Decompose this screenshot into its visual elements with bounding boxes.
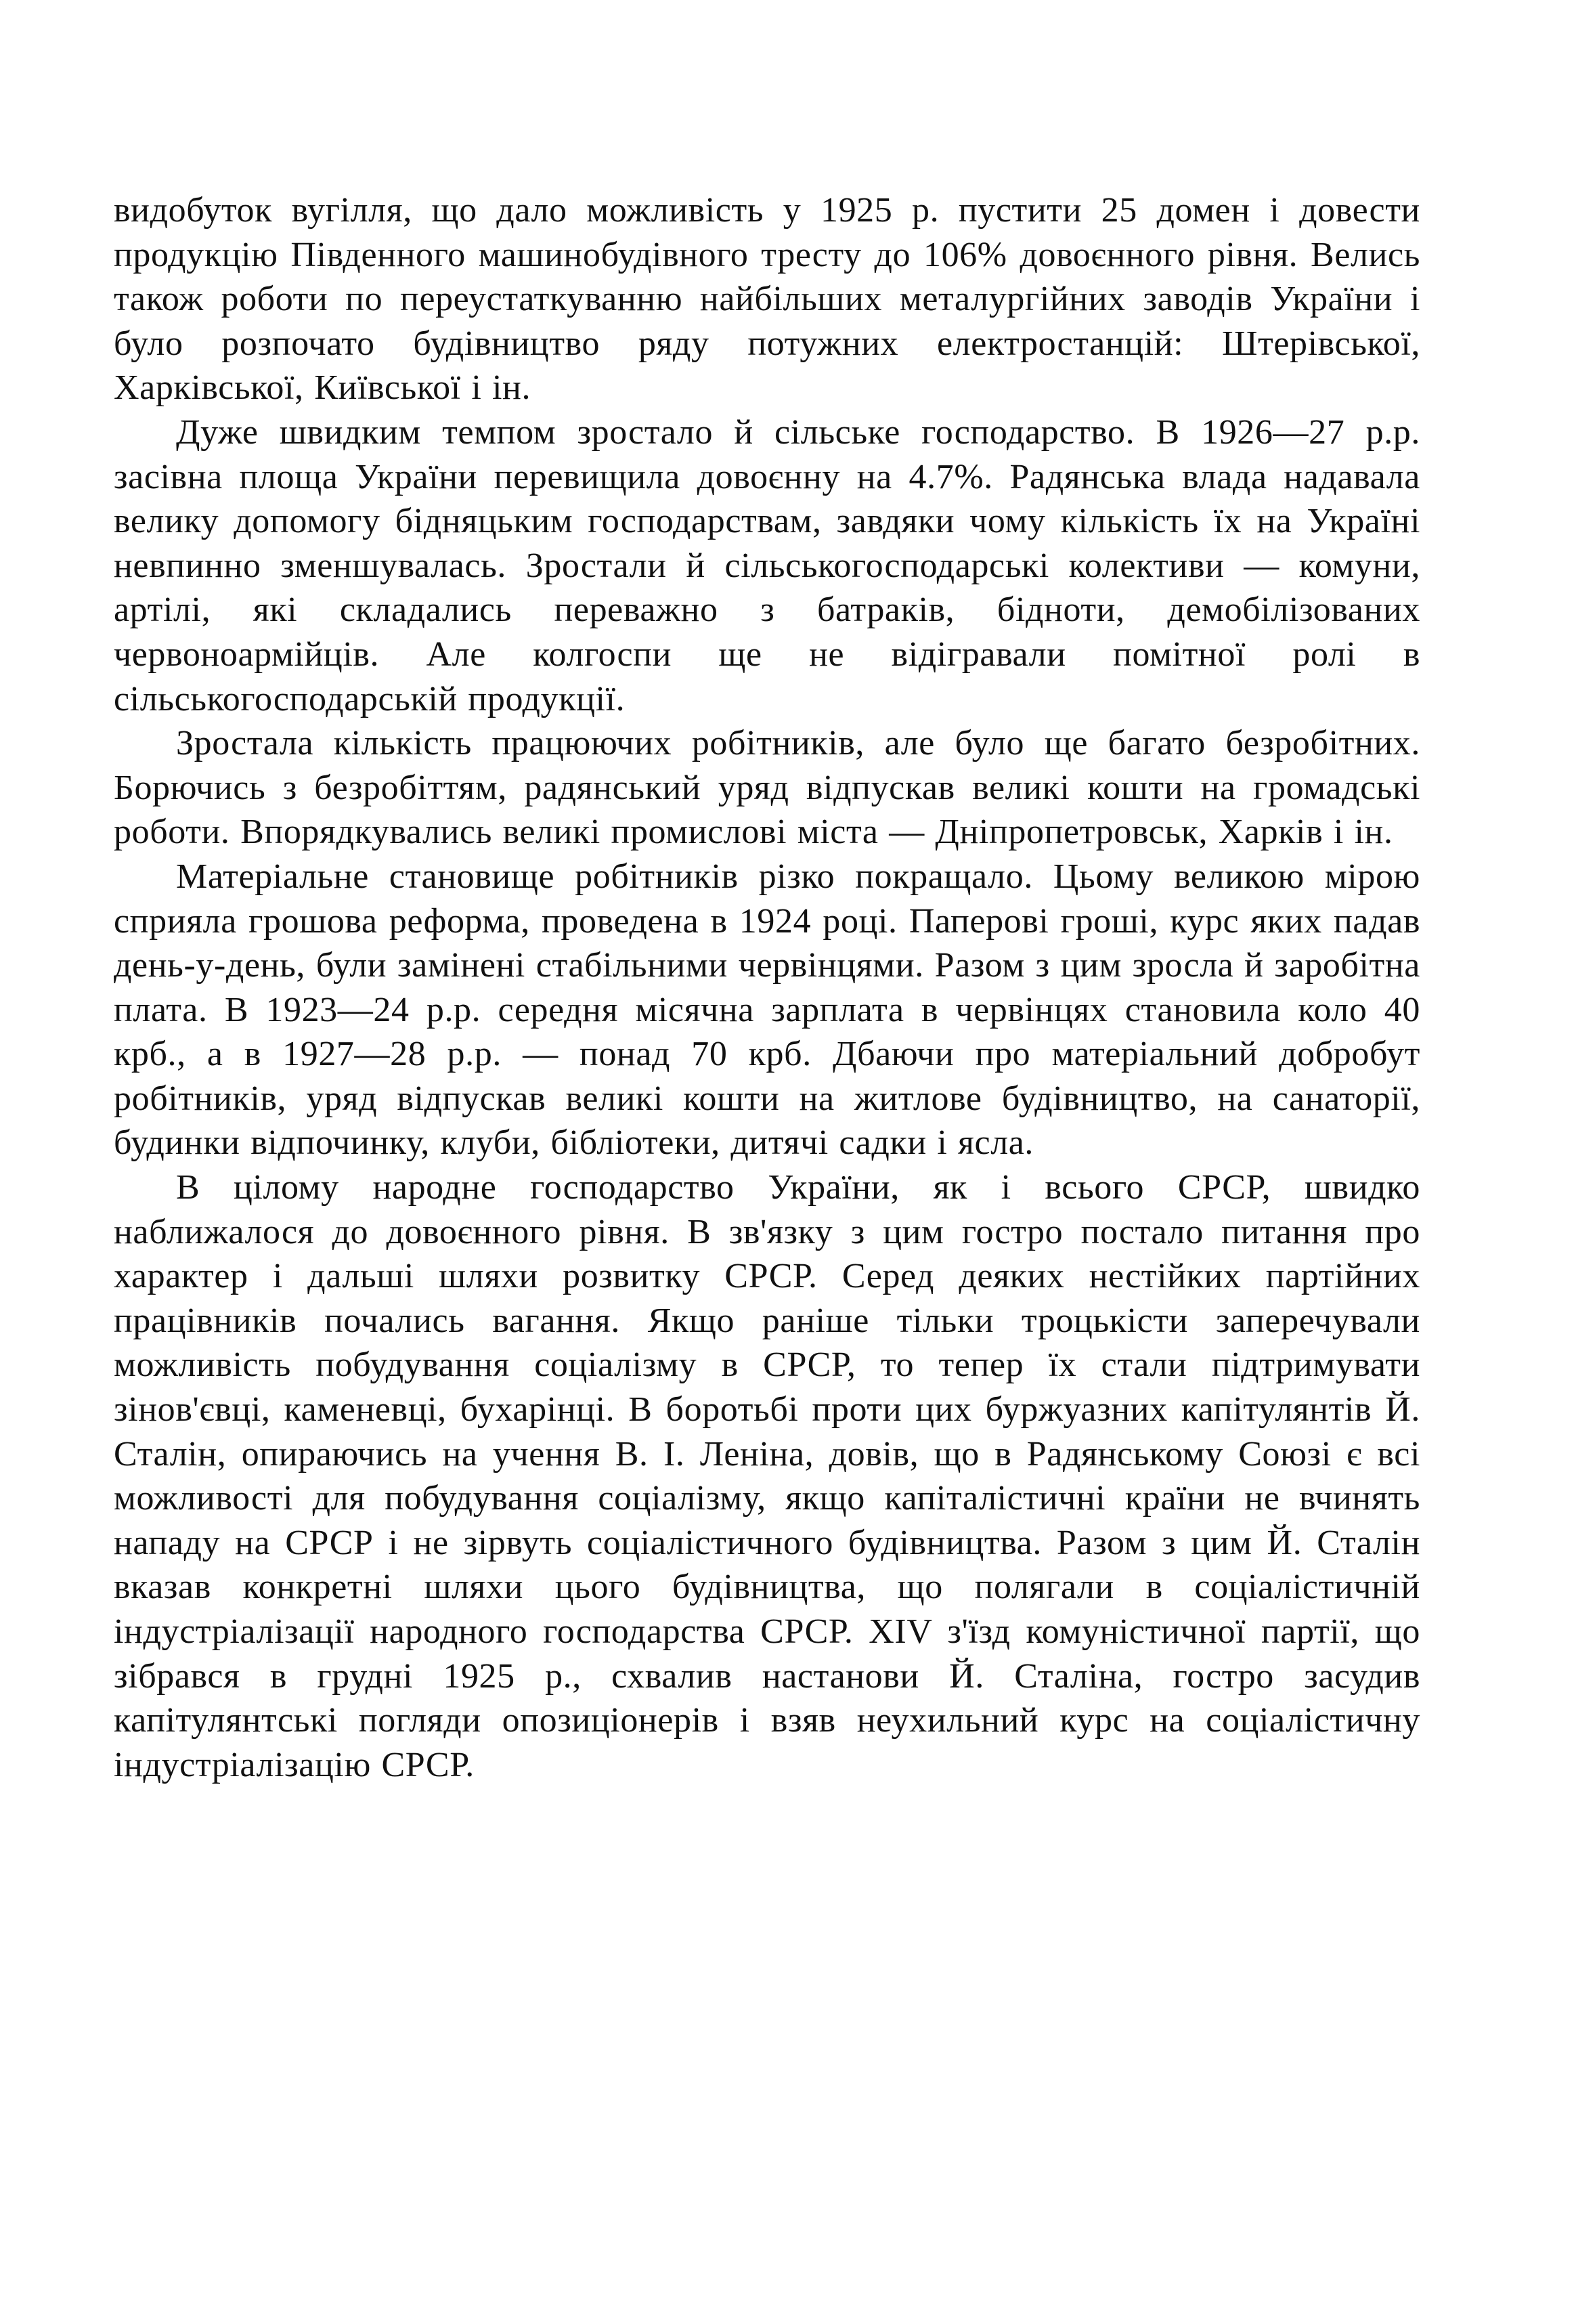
paragraph-1: видобуток вугілля, що дало можливість у 1925 р. пустити 25 домен і довести продукцію Південного машинобудівного тресту до 106% довоєнного рівня. Велись також роботи по переустаткуванню найбільших металургійних заводів України і було розпочато будівництво ряду потужних електростанцій: Штерівської, Харківської, Київської і ін. — [114, 191, 1420, 408]
paragraph-4: Матеріальне становище робітників різко покращало. Цьому великою мірою сприяла грошова реформа, проведена в 1924 році. Паперові гроші, курс яких падав день-у-день, були замінені стабільними червінцями. Разом з цим зросла й заробітна плата. В 1923—24 р.р. середня місячна зарплата в червінцях становила коло 40 крб., а в 1927—28 р.р. — понад 70 крб. Дбаючи про матеріальний добробут робітників, уряд відпускав великі кошти на житлове будівництво, на санаторії, будинки відпочинку, клуби, бібліотеки, дитячі садки і ясла. — [114, 857, 1420, 1163]
body-text — [114, 188, 1420, 1787]
paragraph-3: Зростала кількість працюючих робітників, але було ще багато безробітних. Борючись з безробіттям, радянський уряд відпускав великі кошти на громадські роботи. Впорядкувались великі промислові міста — Дніпропетровськ, Харків і ін. — [114, 724, 1420, 852]
paragraph-5: В цілому народне господарство України, як і всього СРСР, швидко наближалося до довоєнного рівня. В зв'язку з цим гостро постало питання про характер і дальші шляхи розвитку СРСР. Серед деяких нестійких партійних працівників почались вагання. Якщо раніше тільки троцькісти заперечували можливість побудування соціалізму в СРСР, то тепер їх стали підтримувати зінов'євці, каменевці, бухарінці. В боротьбі проти цих буржуазних капітулянтів Й. Сталін, опираючись на учення В. І. Леніна, довів, що в Радянському Союзі є всі можливості для побудування соціалізму, якщо капіталістичні країни не вчинять нападу на СРСР і не зірвуть соціалістичного будівництва. Разом з цим Й. Сталін вказав конкретні шляхи цього будівництва, що полягали в соціалістичній індустріалізації народного господарства СРСР. XIV з'їзд комуністичної партії, що зібрався в грудні 1925 р., схвалив настанови Й. Сталіна, гостро засудив капітулянтські погляди опозиціонерів і взяв неухильний курс на соціалістичну індустріалізацію СРСР. — [114, 1168, 1420, 1784]
paragraph-2: Дуже швидким темпом зростало й сільське господарство. В 1926—27 р.р. засівна площа України перевищила довоєнну на 4.7%. Радянська влада надавала велику допомогу бідняцьким господарствам, завдяки чому кількість їх на Україні невпинно зменшувалась. Зростали й сільськогосподарські колективи — комуни, артілі, які складались переважно з батраків, бідноти, демобілізованих червоноармійців. Але колгоспи ще не відігравали помітної ролі в сільськогосподарській продукції. — [114, 412, 1420, 718]
